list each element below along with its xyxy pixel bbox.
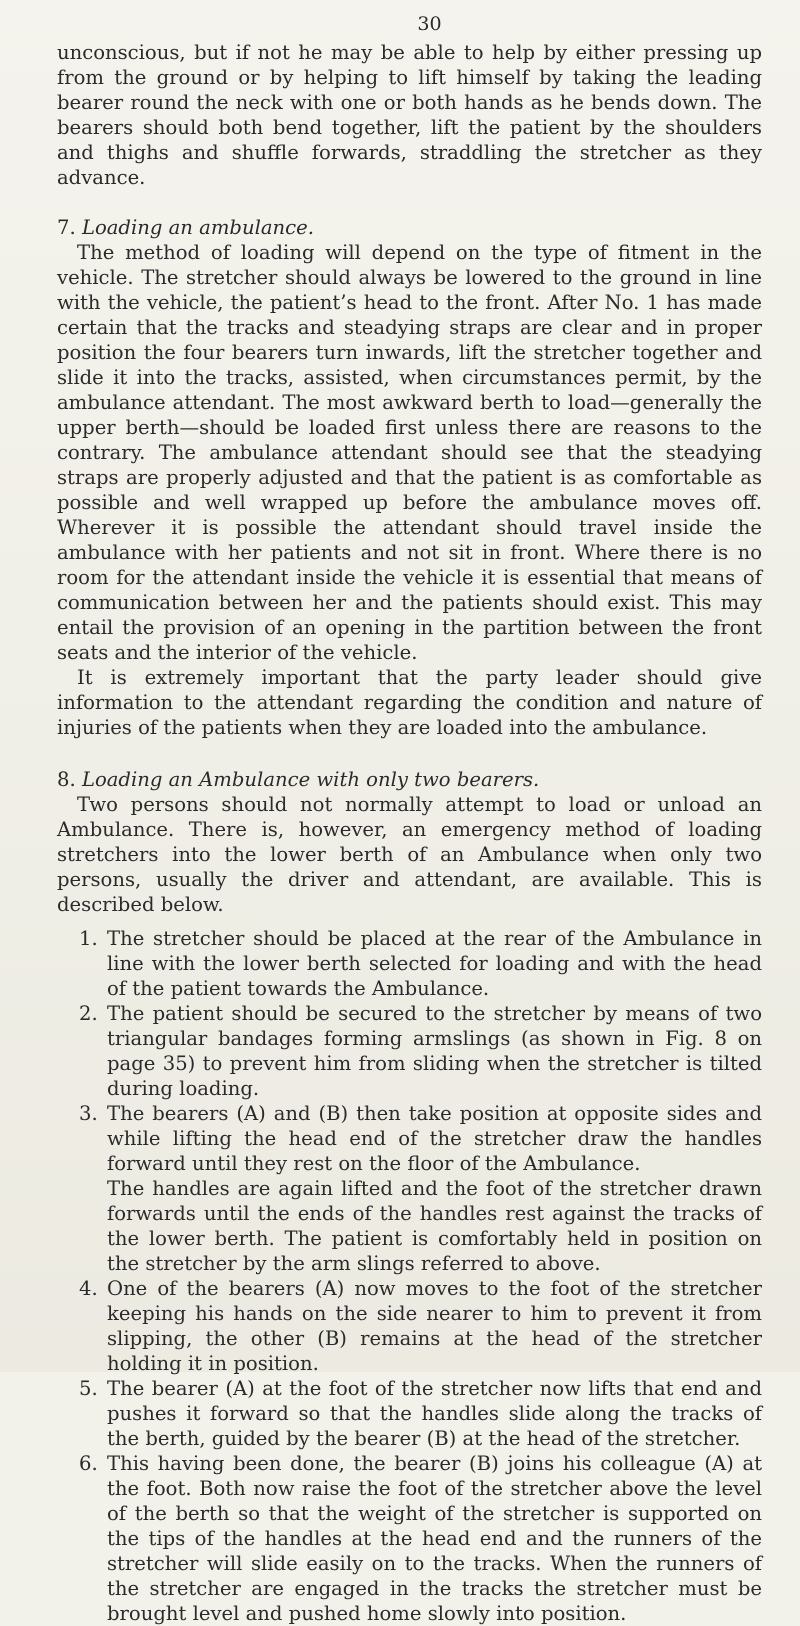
- list-item: [79, 1451, 762, 1626]
- section-8-title: Loading an Ambulance with only two bearers.: [81, 768, 540, 791]
- step-number: 1.: [79, 927, 98, 950]
- step-text: The stretcher should be placed at the rear of the Ambulance in line with the lower berth selected for loading and with the head of the patient towards the Ambulance.: [107, 927, 762, 1000]
- list-item: [79, 926, 762, 1001]
- step-number: 2.: [79, 1002, 98, 1025]
- list-item: [79, 1376, 762, 1451]
- step-number: 5.: [79, 1377, 98, 1400]
- spacer: [57, 190, 762, 215]
- section-8-paragraph-1: Two persons should not normally attempt to load or unload an Ambulance. There is, however, an emergency method of loading stretchers into the lower berth of an Ambulance when only two persons, usually the driver and attendant, are available. This is described below.: [57, 793, 762, 916]
- loading-steps-list: [57, 926, 762, 1626]
- step-text: The bearers (A) and (B) then take position at opposite sides and while lifting the head end of the stretcher draw the handles forward until they rest on the floor of the Ambulance.: [107, 1102, 762, 1175]
- step-text: This having been done, the bearer (B) joins his colleague (A) at the foot. Both now raise the foot of the stretcher above the level of the berth so that the weight of the stretcher is supported on the tips of the handles at the head end and the runners of the stretcher will slide easily on to the tracks. When the runners of the stretcher are engaged in the tracks the stretcher must be brought level and pushed home slowly into position.: [107, 1452, 762, 1625]
- step-text: The bearer (A) at the foot of the stretcher now lifts that end and pushes it forward so that the handles slide along the tracks of the berth, guided by the bearer (B) at the head of the stretcher.: [107, 1377, 762, 1450]
- step-number: 6.: [79, 1452, 98, 1475]
- section-7-paragraph-1: The method of loading will depend on the type of fitment in the vehicle. The stretcher should always be lowered to the ground in line with the vehicle, the patient’s head to the front. After No. 1 has made certain that the tracks and steadying straps are clear and in proper position the four bearers turn inwards, lift the stretcher together and slide it into the tracks, assisted, when circumstances permit, by the ambulance attendant. The most awkward berth to load—generally the upper berth—should be loaded first unless there are reasons to the contrary. The ambulance attendant should see that the steadying straps are properly adjusted and that the patient is as comfortable as possible and well wrapped up before the ambulance moves off. Wherever it is possible the attendant should travel inside the ambulance with her patients and not sit in front. Where there is no room for the attendant inside the vehicle it is essential that means of communication between her and the patients should exist. This may entail the provision of an opening in the partition between the front seats and the interior of the vehicle.: [57, 241, 762, 664]
- section-7-paragraph-2: It is extremely important that the party leader should give information to the attendant regarding the condition and nature of injuries of the patients when they are loaded into the ambulance.: [57, 666, 762, 739]
- spacer: [57, 740, 762, 767]
- list-item: [79, 1001, 762, 1101]
- section-7-title: Loading an ambulance.: [81, 216, 314, 239]
- list-item: [79, 1101, 762, 1276]
- section-8-number: 8.: [57, 768, 76, 791]
- step-number: 4.: [79, 1277, 98, 1300]
- section-8-heading: [57, 767, 762, 792]
- step-number: 3.: [79, 1102, 98, 1125]
- page-number: 30: [417, 13, 442, 35]
- intro-paragraph: unconscious, but if not he may be able to help by either pressing up from the ground or by helping to lift himself by taking the leading bearer round the neck with one or both hands as he bends down. The bearers should both bend together, lift the patient by the shoulders and thighs and shuffle forwards, straddling the stretcher as they advance.: [57, 41, 762, 189]
- section-7-number: 7.: [57, 216, 76, 239]
- spacer: [57, 917, 762, 926]
- section-7-heading: [57, 215, 762, 240]
- step-text: One of the bearers (A) now moves to the foot of the stretcher keeping his hands on the side nearer to him to prevent it from slipping, the other (B) remains at the head of the stretcher holding it in position.: [107, 1277, 762, 1375]
- step-text: The patient should be secured to the stretcher by means of two triangular bandages forming armslings (as shown in Fig. 8 on page 35) to prevent him from sliding when the stretcher is tilted during loading.: [107, 1002, 762, 1100]
- step-text-continued: The handles are again lifted and the foot of the stretcher drawn forwards until the ends of the handles rest against the tracks of the lower berth. The patient is comfortably held in position on the stretcher by the arm slings referred to above.: [107, 1177, 762, 1275]
- list-item: [79, 1276, 762, 1376]
